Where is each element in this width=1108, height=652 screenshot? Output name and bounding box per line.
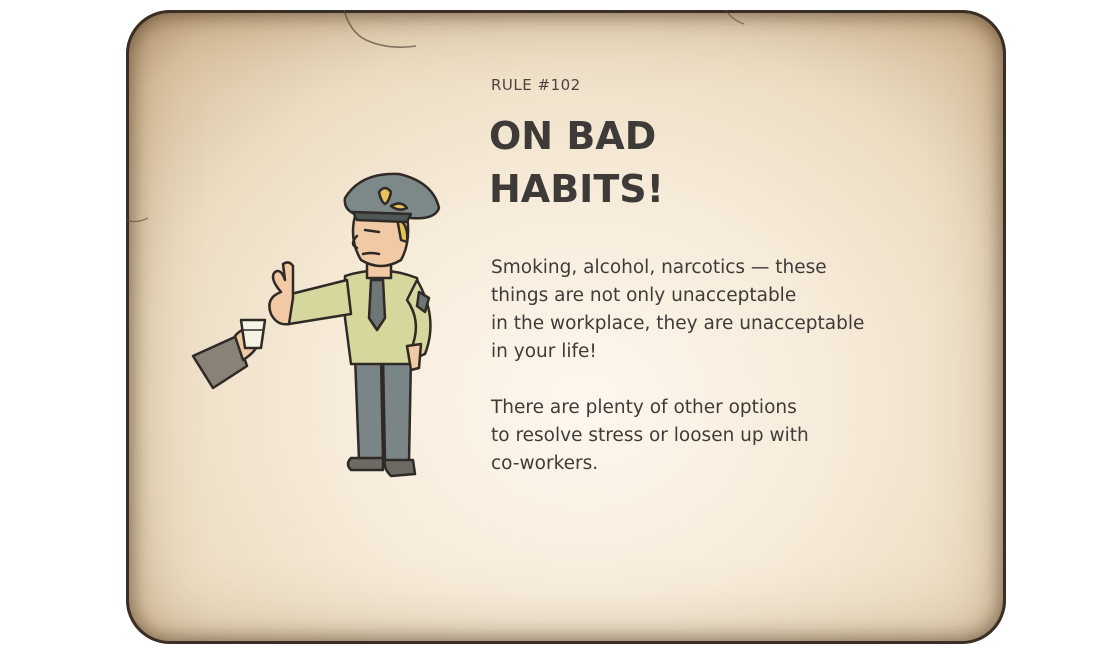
paragraph-alternatives bbox=[491, 394, 809, 478]
officer-left-shoe bbox=[348, 458, 383, 470]
paragraph-line: things are not only unacceptable bbox=[491, 285, 797, 306]
officer-refusing-drink-illustration bbox=[185, 168, 455, 488]
paragraph-line: in your life! bbox=[491, 341, 597, 362]
officer-hip-hand bbox=[407, 344, 421, 370]
title-line: ON BAD bbox=[489, 114, 657, 158]
officer-tie bbox=[369, 280, 385, 330]
cap-visor bbox=[353, 212, 411, 222]
page-title bbox=[489, 110, 849, 216]
stop-hand-icon bbox=[269, 262, 293, 324]
officer-right-shoe bbox=[385, 460, 415, 476]
paragraph-line: in the workplace, they are unacceptable bbox=[491, 313, 865, 334]
paragraph-line: co-workers. bbox=[491, 453, 599, 474]
title-line: HABITS! bbox=[489, 167, 664, 211]
paragraph-line: There are plenty of other options bbox=[491, 397, 797, 418]
officer-right-leg bbox=[383, 356, 411, 462]
paragraph-bad-habits bbox=[491, 254, 864, 366]
paragraph-line: to resolve stress or loosen up with bbox=[491, 425, 809, 446]
officer-left-leg bbox=[355, 356, 383, 460]
rule-number: RULE #102 bbox=[491, 76, 581, 94]
shot-glass-icon bbox=[241, 320, 265, 348]
paragraph-line: Smoking, alcohol, narcotics — these bbox=[491, 257, 827, 278]
